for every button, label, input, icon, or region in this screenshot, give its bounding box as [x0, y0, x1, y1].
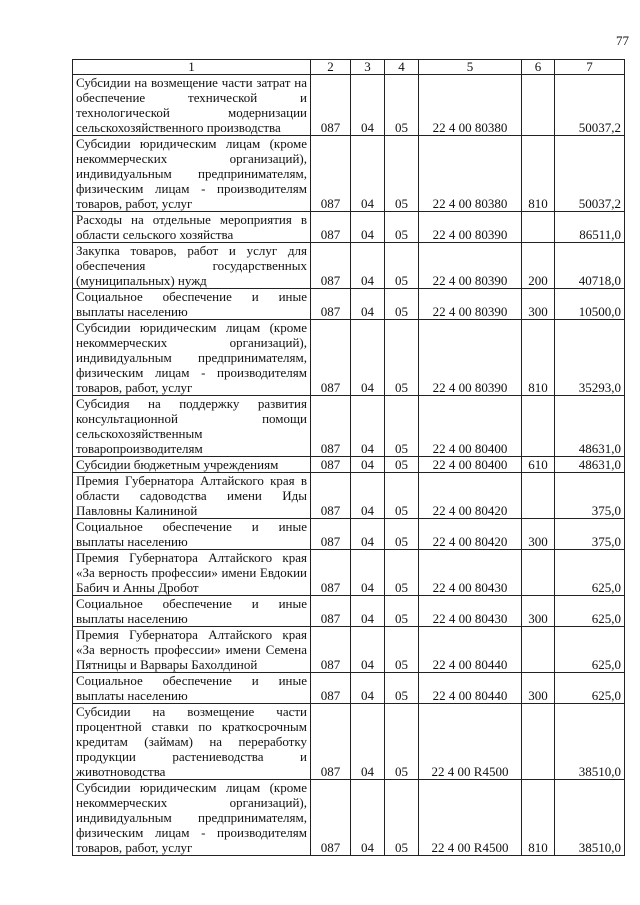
section-code: 04	[351, 550, 385, 596]
item-name: Премия Губернатора Алтайского края в области садоводства имени Иды Павловны Калининой	[73, 473, 311, 519]
subsection-code: 05	[385, 673, 419, 704]
expense-type-code: 810	[522, 780, 555, 856]
target-article-code: 22 4 00 80440	[419, 627, 522, 673]
grbs-code: 087	[311, 596, 351, 627]
amount: 625,0	[555, 550, 625, 596]
target-article-code: 22 4 00 80430	[419, 596, 522, 627]
amount: 625,0	[555, 596, 625, 627]
subsection-code: 05	[385, 780, 419, 856]
column-number: 6	[522, 60, 555, 75]
expense-type-code: 810	[522, 136, 555, 212]
subsection-code: 05	[385, 519, 419, 550]
item-name: Субсидии юридическим лицам (кроме некоммерческих организаций), индивидуальным предпринимателям, физическим лицам - производителям товаров, работ, услуг	[73, 136, 311, 212]
target-article-code: 22 4 00 80440	[419, 673, 522, 704]
amount: 48631,0	[555, 457, 625, 473]
table-row	[73, 289, 625, 320]
target-article-code: 22 4 00 80380	[419, 136, 522, 212]
grbs-code: 087	[311, 396, 351, 457]
target-article-code: 22 4 00 R4500	[419, 704, 522, 780]
table-row	[73, 519, 625, 550]
grbs-code: 087	[311, 550, 351, 596]
page-number: 77	[616, 33, 629, 48]
table-row	[73, 704, 625, 780]
expense-type-code	[522, 396, 555, 457]
subsection-code: 05	[385, 457, 419, 473]
expense-type-code	[522, 550, 555, 596]
amount: 35293,0	[555, 320, 625, 396]
item-name: Закупка товаров, работ и услуг для обеспечения государственных (муниципальных) нужд	[73, 243, 311, 289]
table-body	[73, 75, 625, 856]
target-article-code: 22 4 00 80390	[419, 212, 522, 243]
item-name: Субсидии на возмещение части процентной ставки по краткосрочным кредитам (займам) на переработку продукции растениеводства и животноводства	[73, 704, 311, 780]
table-row	[73, 212, 625, 243]
subsection-code: 05	[385, 243, 419, 289]
section-code: 04	[351, 396, 385, 457]
grbs-code: 087	[311, 519, 351, 550]
target-article-code: 22 4 00 80380	[419, 75, 522, 136]
grbs-code: 087	[311, 75, 351, 136]
table-row	[73, 550, 625, 596]
item-name: Субсидия на поддержку развития консультационной помощи сельскохозяйственным товаропроизводителям	[73, 396, 311, 457]
target-article-code: 22 4 00 80390	[419, 243, 522, 289]
expense-type-code	[522, 75, 555, 136]
expense-type-code: 300	[522, 673, 555, 704]
section-code: 04	[351, 627, 385, 673]
column-number: 7	[555, 60, 625, 75]
column-number: 3	[351, 60, 385, 75]
expense-type-code: 300	[522, 596, 555, 627]
subsection-code: 05	[385, 212, 419, 243]
column-number: 1	[73, 60, 311, 75]
column-number-row	[73, 60, 625, 75]
amount: 375,0	[555, 519, 625, 550]
grbs-code: 087	[311, 457, 351, 473]
grbs-code: 087	[311, 243, 351, 289]
table-row	[73, 75, 625, 136]
section-code: 04	[351, 289, 385, 320]
grbs-code: 087	[311, 704, 351, 780]
table-row	[73, 396, 625, 457]
grbs-code: 087	[311, 780, 351, 856]
table-row	[73, 627, 625, 673]
item-name: Субсидии юридическим лицам (кроме некоммерческих организаций), индивидуальным предпринимателям, физическим лицам - производителям товаров, работ, услуг	[73, 780, 311, 856]
grbs-code: 087	[311, 673, 351, 704]
section-code: 04	[351, 212, 385, 243]
subsection-code: 05	[385, 596, 419, 627]
section-code: 04	[351, 673, 385, 704]
table-row	[73, 243, 625, 289]
expense-type-code	[522, 704, 555, 780]
amount: 375,0	[555, 473, 625, 519]
grbs-code: 087	[311, 289, 351, 320]
table-row	[73, 320, 625, 396]
item-name: Социальное обеспечение и иные выплаты населению	[73, 596, 311, 627]
target-article-code: 22 4 00 80390	[419, 320, 522, 396]
table-row	[73, 457, 625, 473]
section-code: 04	[351, 780, 385, 856]
grbs-code: 087	[311, 212, 351, 243]
amount: 10500,0	[555, 289, 625, 320]
grbs-code: 087	[311, 320, 351, 396]
expense-type-code: 200	[522, 243, 555, 289]
section-code: 04	[351, 75, 385, 136]
section-code: 04	[351, 704, 385, 780]
expense-type-code	[522, 473, 555, 519]
item-name: Социальное обеспечение и иные выплаты населению	[73, 673, 311, 704]
subsection-code: 05	[385, 289, 419, 320]
section-code: 04	[351, 243, 385, 289]
amount: 50037,2	[555, 136, 625, 212]
subsection-code: 05	[385, 320, 419, 396]
expense-type-code	[522, 212, 555, 243]
subsection-code: 05	[385, 136, 419, 212]
target-article-code: 22 4 00 80400	[419, 396, 522, 457]
expense-type-code: 300	[522, 519, 555, 550]
grbs-code: 087	[311, 627, 351, 673]
grbs-code: 087	[311, 136, 351, 212]
item-name: Премия Губернатора Алтайского края «За верность профессии» имени Евдокии Бабич и Анны Дробот	[73, 550, 311, 596]
subsection-code: 05	[385, 704, 419, 780]
table-row	[73, 673, 625, 704]
amount: 38510,0	[555, 780, 625, 856]
item-name: Социальное обеспечение и иные выплаты населению	[73, 519, 311, 550]
amount: 86511,0	[555, 212, 625, 243]
amount: 50037,2	[555, 75, 625, 136]
column-number: 4	[385, 60, 419, 75]
item-name: Субсидии юридическим лицам (кроме некоммерческих организаций), индивидуальным предпринимателям, физическим лицам - производителям товаров, работ, услуг	[73, 320, 311, 396]
item-name: Социальное обеспечение и иные выплаты населению	[73, 289, 311, 320]
subsection-code: 05	[385, 473, 419, 519]
target-article-code: 22 4 00 80390	[419, 289, 522, 320]
grbs-code: 087	[311, 473, 351, 519]
column-number: 2	[311, 60, 351, 75]
amount: 625,0	[555, 627, 625, 673]
subsection-code: 05	[385, 550, 419, 596]
item-name: Субсидии на возмещение части затрат на обеспечение технической и технологической модернизации сельскохозяйственного производства	[73, 75, 311, 136]
expense-type-code: 300	[522, 289, 555, 320]
column-number: 5	[419, 60, 522, 75]
amount: 48631,0	[555, 396, 625, 457]
table-row	[73, 473, 625, 519]
expense-type-code: 810	[522, 320, 555, 396]
subsection-code: 05	[385, 75, 419, 136]
target-article-code: 22 4 00 R4500	[419, 780, 522, 856]
amount: 625,0	[555, 673, 625, 704]
table-row	[73, 596, 625, 627]
item-name: Субсидии бюджетным учреждениям	[73, 457, 311, 473]
expense-type-code: 610	[522, 457, 555, 473]
subsection-code: 05	[385, 396, 419, 457]
amount: 38510,0	[555, 704, 625, 780]
table-row	[73, 136, 625, 212]
target-article-code: 22 4 00 80420	[419, 473, 522, 519]
item-name: Расходы на отдельные мероприятия в области сельского хозяйства	[73, 212, 311, 243]
section-code: 04	[351, 136, 385, 212]
target-article-code: 22 4 00 80430	[419, 550, 522, 596]
subsection-code: 05	[385, 627, 419, 673]
item-name: Премия Губернатора Алтайского края «За верность профессии» имени Семена Пятницы и Варвары Бахолдиной	[73, 627, 311, 673]
section-code: 04	[351, 596, 385, 627]
amount: 40718,0	[555, 243, 625, 289]
section-code: 04	[351, 320, 385, 396]
section-code: 04	[351, 457, 385, 473]
section-code: 04	[351, 473, 385, 519]
expense-type-code	[522, 627, 555, 673]
table-row	[73, 780, 625, 856]
budget-table	[72, 59, 625, 856]
section-code: 04	[351, 519, 385, 550]
target-article-code: 22 4 00 80400	[419, 457, 522, 473]
target-article-code: 22 4 00 80420	[419, 519, 522, 550]
